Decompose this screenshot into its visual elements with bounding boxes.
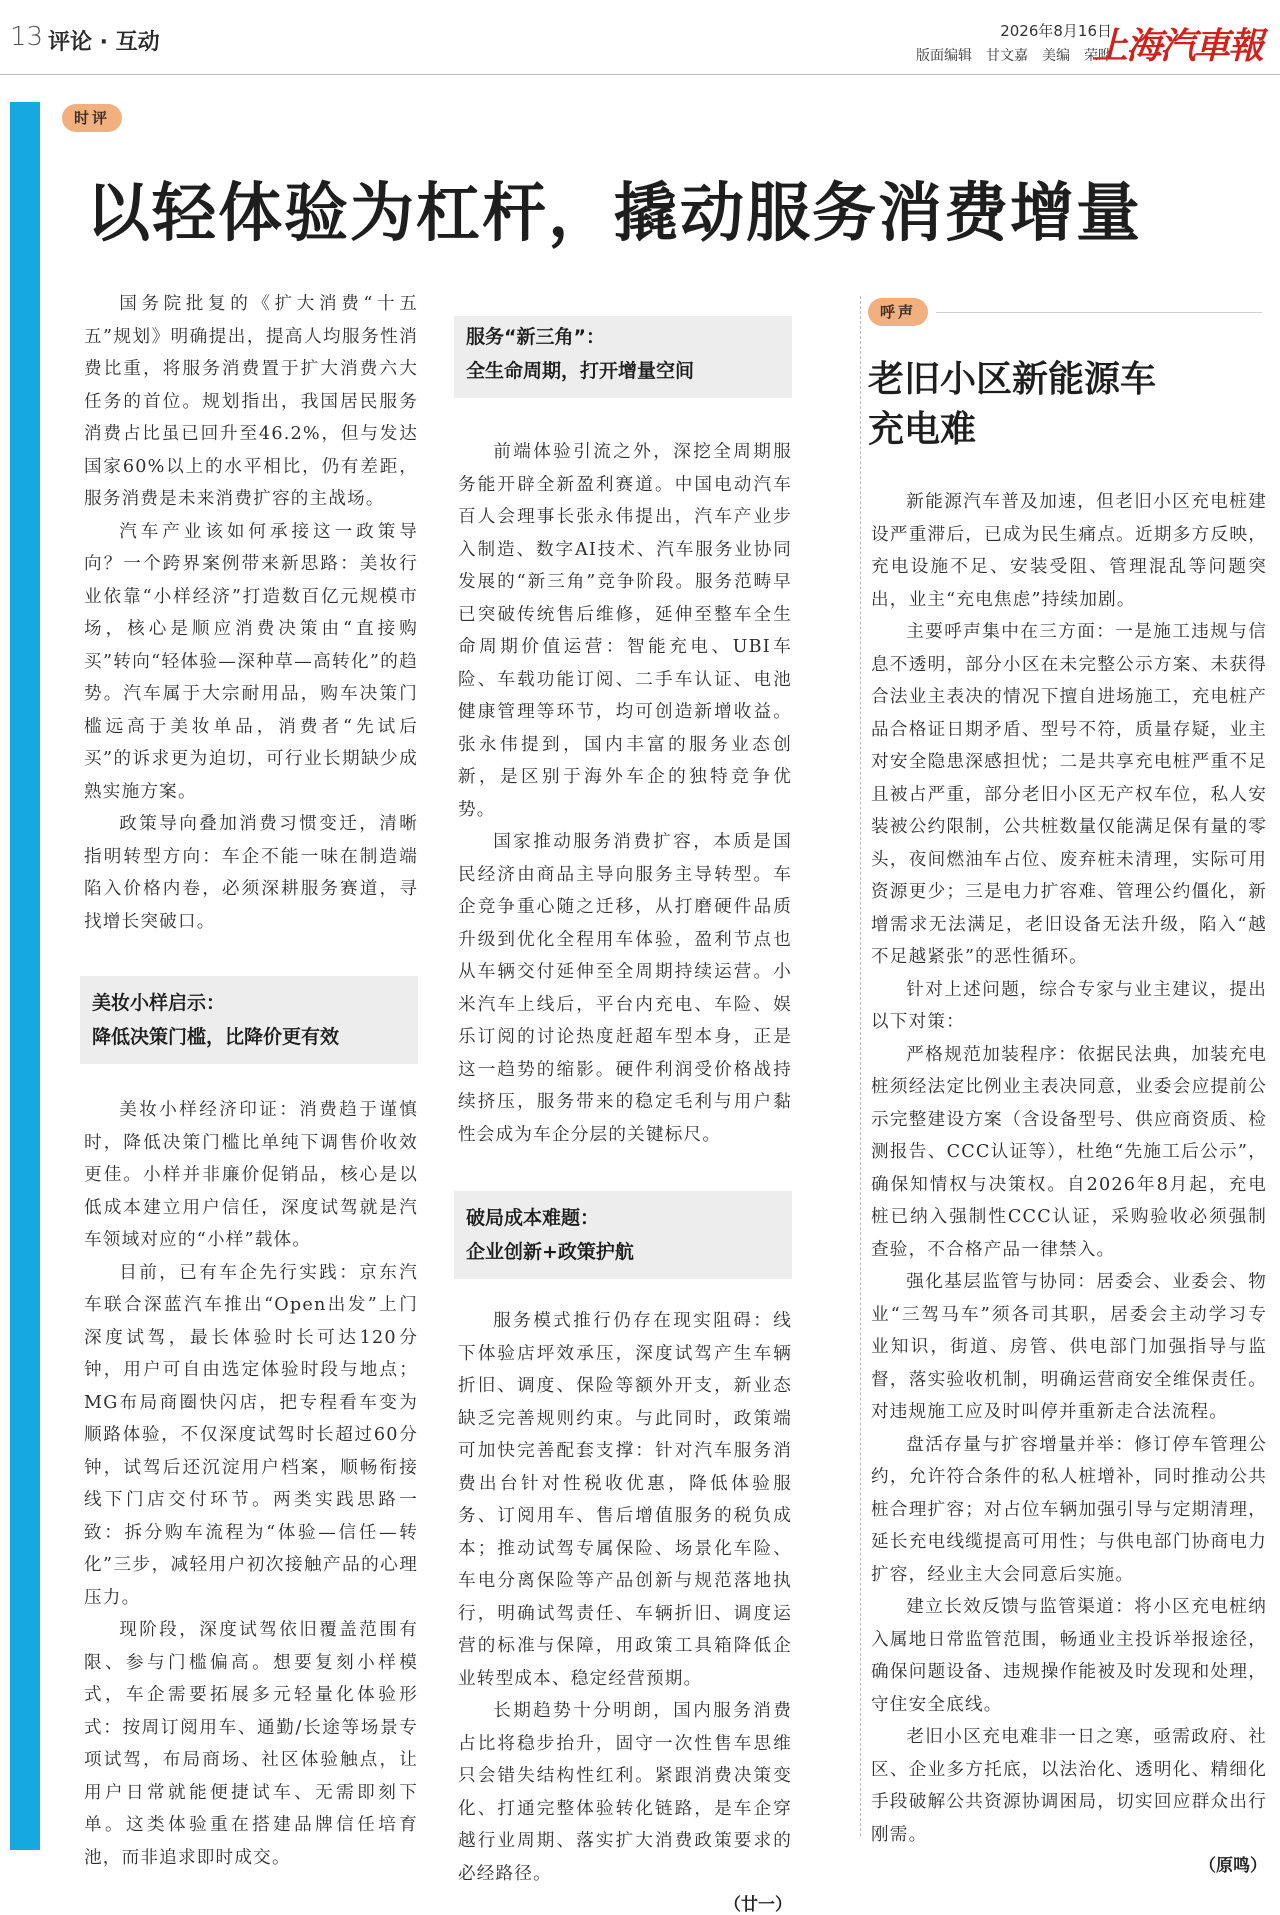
headline: 以轻体验为杠杆，撬动服务消费增量 <box>86 177 1142 251</box>
tag-rule <box>936 312 1262 313</box>
voice-tag: 呼声 <box>868 298 928 326</box>
masthead-logo: 上海汽車報 <box>1091 25 1262 67</box>
editor-credits: 版面编辑 甘文嘉 美编 荣晔 <box>916 48 1112 64</box>
paragraph: 目前，已有车企先行实践：京东汽车联合深蓝汽车推出“Open出发”上门深度试驾，最长体验时长可达120分钟，用户可自由选定体验时段与地点；MG布局商圈快闪店，把专程看车变为顺路体验，不仅深度试驾时长超过60分钟，试驾后还沉淀用户档案，顺畅衔接线下门店交付环节。两类实践思路一致：拆分购车流程为“体验—信任—转化”三步，减轻用户初次接触产品的心理压力。 <box>84 1262 418 1608</box>
paragraph: 服务模式推行仍存在现实阻碍：线下体验店坪效承压，深度试驾产生车辆折旧、调度、保险等额外开支，新业态缺乏完善规则约束。与此同时，政策端可加快完善配套支撑：针对汽车服务消费出台针对性税收优惠，降低体验服务、订阅用车、售后增值服务的税负成本；推动试驾专属保险、场景化车险、车电分离保险等产品创新与规范落地执行，明确试驾责任、车辆折旧、调度运营的标准与保障，用政策工具箱降低企业转型成本、稳定经营预期。 <box>458 1311 792 1689</box>
paragraph: 国家推动服务消费扩容，本质是国民经济由商品主导向服务主导转型。车企竞争重心随之迁移，从打磨硬件品质升级到优化全程用车体验，盈利节点也从车辆交付延伸至全周期持续运营。小米汽车上线后，平台内充电、车险、娱乐订阅的讨论热度赶超车型本身，正是这一趋势的缩影。硬件利润受价格战持续挤压，服务带来的稳定毛利与用户黏性会成为车企分层的关键标尺。 <box>458 832 792 1145</box>
subheading-line: 全生命周期，打开增量空间 <box>466 360 695 382</box>
paragraph: 针对上述问题，综合专家与业主建议，提出以下对策： <box>871 979 1267 1032</box>
author-signature: （廿一） <box>724 1895 792 1915</box>
column-2 <box>458 316 792 1915</box>
paragraph: 政策导向叠加消费习惯变迁，清晰指明转型方向：车企不能一味在制造端陷入价格内卷，必须深耕服务赛道，寻找增长突破口。 <box>84 814 418 932</box>
title-line: 充电难 <box>868 409 977 450</box>
author-signature: （原鸣） <box>1199 1856 1267 1876</box>
title-line: 老旧小区新能源车 <box>868 359 1157 400</box>
paragraph: 主要呼声集中在三方面：一是施工违规与信息不透明，部分小区在未完整公示方案、未获得合法业主表决的情况下擅自进场施工，充电桩产品合格证日期矛盾、型号不符，质量存疑，业主对安全隐患深感担忧；二是共享充电桩严重不足且被占严重，部分老旧小区无产权车位，私人安装被公约限制，公共桩数量仅能满足保有量的零头，夜间燃油车占位、废弃桩未清理，实际可用资源更少；三是电力扩容难、管理公约僵化，新增需求无法满足，老旧设备无法升级，陷入“越不足越紧张”的恶性循环。 <box>871 622 1267 967</box>
subheading <box>454 1191 792 1279</box>
paragraph: 老旧小区充电难非一日之寒，亟需政府、社区、企业多方托底，以法治化、透明化、精细化手段破解公共资源协调困局，切实回应群众出行刚需。 <box>871 1727 1267 1845</box>
issue-date: 2026年8月16日 <box>1000 22 1112 40</box>
paragraph: 严格规范加装程序：依据民法典，加装充电桩须经法定比例业主表决同意，业委会应提前公示完整建设方案（含设备型号、供应商资质、检测报告、CCC认证等），杜绝“先施工后公示”，确保知情权与决策权。自2026年8月起，充电桩已纳入强制性CCC认证，采购验收必须强制查验，不合格产品一律禁入。 <box>871 1044 1267 1260</box>
subheading-line: 降低决策门槛，比降价更有效 <box>92 1026 340 1048</box>
paragraph: 强化基层监管与协同：居委会、业委会、物业“三驾马车”须各司其职，居委会主动学习专业知识，街道、房管、供电部门加强指导与监督，落实验收机制，明确运营商安全维保责任。对违规施工应及时叫停并重新走合法流程。 <box>871 1272 1267 1422</box>
section-name: 评论 · 互动 <box>48 30 160 55</box>
subheading-line: 破局成本难题： <box>466 1207 600 1229</box>
side-column <box>871 486 1267 1876</box>
paragraph: 盘活存量与扩容增量并举：修订停车管理公约，允许符合条件的私人桩增补，同时推动公共桩合理扩容；对占位车辆加强引导与定期清理，延长充电线缆提高可用性；与供电部门协商电力扩容，经业主大会同意后实施。 <box>871 1434 1267 1585</box>
commentary-tag: 时评 <box>62 104 122 132</box>
page-number: 13 <box>10 22 44 52</box>
subheading-line: 服务“新三角”： <box>466 326 605 348</box>
column-1 <box>84 288 418 1874</box>
paragraph: 国务院批复的《扩大消费“十五五”规划》明确提出，提高人均服务性消费比重，将服务消费置于扩大消费六大任务的首位。规划指出，我国居民服务消费占比虽已回升至46.2%，但与发达国家60%以上的水平相比，仍有差距，服务消费是未来消费扩容的主战场。 <box>84 294 418 509</box>
subheading <box>80 976 418 1064</box>
subheading-line: 美妆小样启示： <box>92 992 226 1014</box>
column-divider <box>860 296 861 1836</box>
subheading <box>454 316 792 398</box>
page-header <box>0 0 1280 75</box>
paragraph: 新能源汽车普及加速，但老旧小区充电桩建设严重滞后，已成为民生痛点。近期多方反映，充电设施不足、安装受阻、管理混乱等问题突出，业主“充电焦虑”持续加剧。 <box>871 492 1267 610</box>
side-article-title <box>868 355 1268 455</box>
paragraph: 前端体验引流之外，深挖全周期服务能开辟全新盈利赛道。中国电动汽车百人会理事长张永伟提出，汽车产业步入制造、数字AI技术、汽车服务业协同发展的“新三角”竞争阶段。服务范畴早已突破传统售后维修，延伸至整车全生命周期价值运营：智能充电、UBI车险、车载功能订阅、二手车认证、电池健康管理等环节，均可创造新增收益。张永伟提到，国内丰富的服务业态创新，是区别于海外车企的独特竞争优势。 <box>458 442 792 820</box>
paragraph: 汽车产业该如何承接这一政策导向？一个跨界案例带来新思路：美妆行业依靠“小样经济”打造数百亿元规模市场，核心是顺应消费决策由“直接购买”转向“轻体验—深种草—高转化”的趋势。汽车属于大宗耐用品，购车决策门槛远高于美妆单品，消费者“先试后买”的诉求更为迫切，可行业长期缺少成熟实施方案。 <box>84 521 418 802</box>
subheading-line: 企业创新+政策护航 <box>466 1241 634 1263</box>
accent-stripe <box>10 102 40 1850</box>
paragraph: 美妆小样经济印证：消费趋于谨慎时，降低决策门槛比单纯下调售价收效更佳。小样并非廉价促销品，核心是以低成本建立用户信任，深度试驾就是汽车领域对应的“小样”载体。 <box>84 1100 418 1250</box>
paragraph: 建立长效反馈与监管渠道：将小区充电桩纳入属地日常监管范围，畅通业主投诉举报途径，确保问题设备、违规操作能被及时发现和处理，守住安全底线。 <box>871 1597 1267 1715</box>
paragraph: 现阶段，深度试驾依旧覆盖范围有限、参与门槛偏高。想要复刻小样模式，车企需要拓展多元轻量化体验形式：按周订阅用车、通勤/长途等场景专项试驾，布局商场、社区体验触点，让用户日常就能便捷试车、无需即刻下单。这类体验重在搭建品牌信任培育池，而非追求即时成交。 <box>84 1620 418 1868</box>
paragraph: 长期趋势十分明朗，国内服务消费占比将稳步抬升，固守一次性售车思维只会错失结构性红利。紧跟消费决策变化、打通完整体验转化链路，是车企穿越行业周期、落实扩大消费政策要求的必经路径。 <box>458 1701 792 1884</box>
